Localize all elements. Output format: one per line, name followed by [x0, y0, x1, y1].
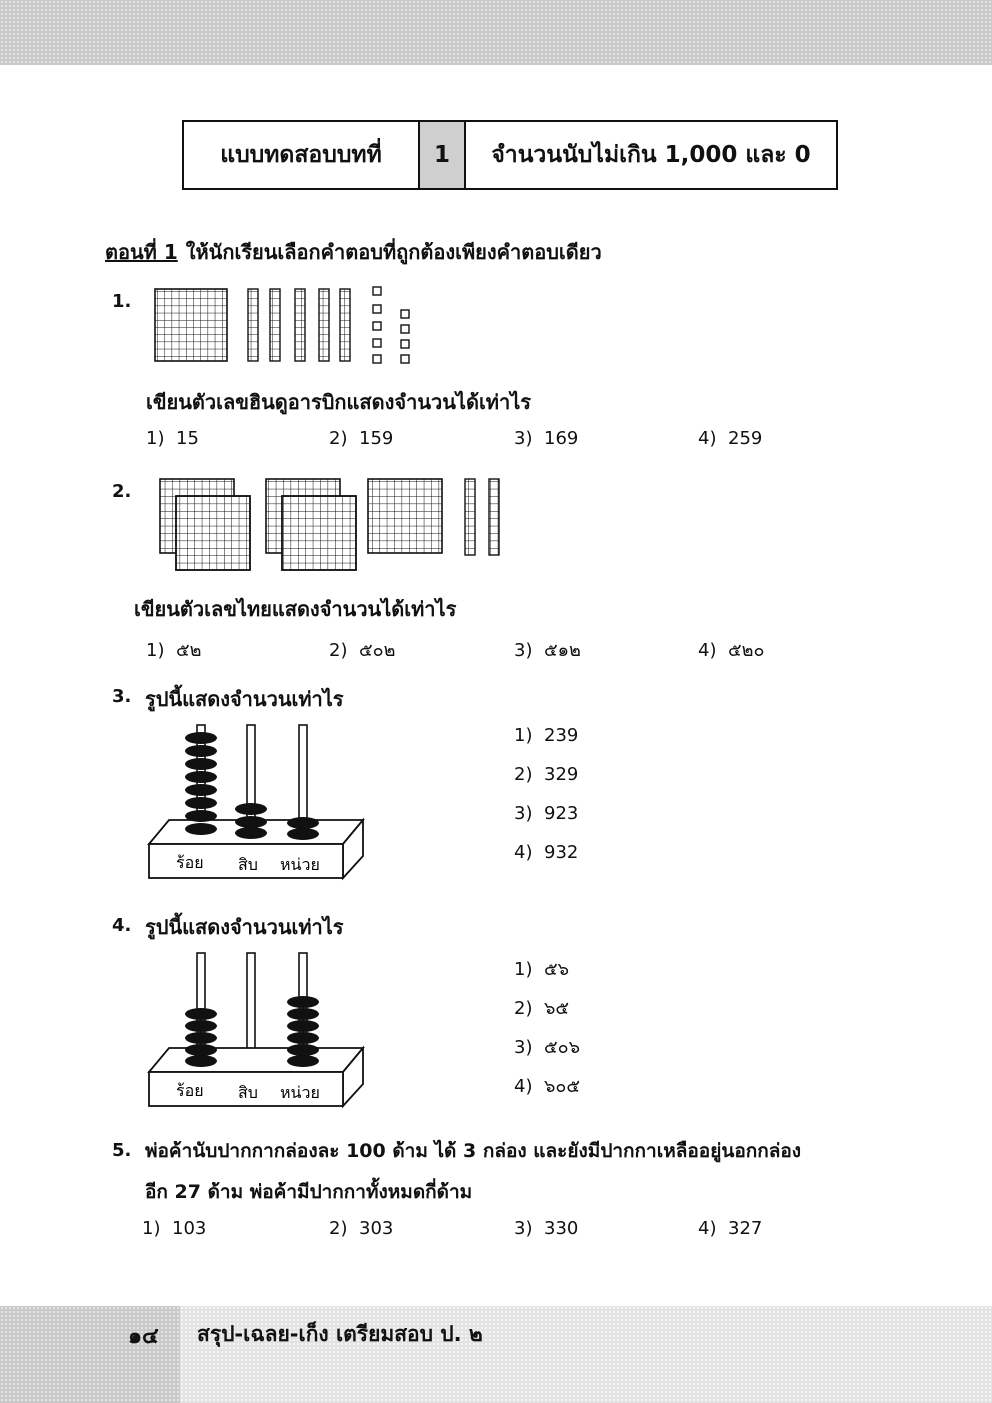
abacus-beads-hundreds [185, 1008, 217, 1067]
abacus-label-ones: หน่วย [280, 1083, 320, 1102]
base-ten-blocks-q2 [150, 474, 510, 574]
question-3-option-2[interactable]: 2) 329 [514, 764, 579, 785]
chapter-title-box [182, 120, 838, 190]
part-label: ตอนที่ 1 [105, 240, 178, 264]
page-number: ๑๔ [128, 1324, 159, 1349]
question-4-option-2[interactable]: 2) ๖๕ [514, 998, 570, 1019]
chapter-title: จำนวนนับไม่เกิน 1,000 และ 0 [491, 142, 811, 168]
question-3-option-3[interactable]: 3) 923 [514, 803, 579, 824]
test-label: แบบทดสอบบทที่ [184, 122, 420, 188]
chapter-number: 1 [420, 122, 466, 188]
question-5-option-4[interactable]: 4) 327 [698, 1218, 763, 1239]
hundred-square-icon [155, 289, 227, 361]
question-4-option-1[interactable]: 1) ๕๖ [514, 959, 570, 980]
ten-rods-icon [248, 289, 350, 361]
question-2-number: 2. [112, 481, 132, 502]
question-5-text-line-1: พ่อค้านับปากกากล่องละ 100 ด้าม ได้ 3 กล่อง และยังมีปากกาเหลืออยู่นอกกล่อง [145, 1140, 802, 1162]
question-5-number: 5. [112, 1140, 132, 1161]
abacus-label-hundreds: ร้อย [176, 1081, 204, 1100]
part-instruction-text: ให้นักเรียนเลือกคำตอบที่ถูกต้องเพียงคำตอบเดียว [185, 240, 602, 264]
question-3-option-4[interactable]: 4) 932 [514, 842, 579, 863]
question-1-text: เขียนตัวเลขฮินดูอารบิกแสดงจำนวนได้เท่าไร [146, 390, 532, 414]
question-4-text: รูปนี้แสดงจำนวนเท่าไร [145, 915, 344, 939]
abacus-beads-tens [235, 803, 267, 839]
question-1-option-3[interactable]: 3) 169 [514, 428, 579, 449]
question-5-option-2[interactable]: 2) 303 [329, 1218, 394, 1239]
question-3-text: รูปนี้แสดงจำนวนเท่าไร [145, 687, 344, 711]
question-2-option-3[interactable]: 3) ๕๑๒ [514, 640, 581, 661]
question-3-number: 3. [112, 686, 132, 707]
abacus-q3 [145, 720, 370, 885]
abacus-label-tens: สิบ [238, 855, 258, 874]
question-1-option-2[interactable]: 2) 159 [329, 428, 394, 449]
question-1-option-1[interactable]: 1) 15 [146, 428, 199, 449]
abacus-label-tens: สิบ [238, 1083, 258, 1102]
abacus-q4 [145, 948, 370, 1113]
part-instruction [105, 236, 602, 268]
question-3-option-1[interactable]: 1) 239 [514, 725, 579, 746]
question-5-option-3[interactable]: 3) 330 [514, 1218, 579, 1239]
ten-rods-icon [465, 479, 499, 555]
question-2-option-1[interactable]: 1) ๕๒ [146, 640, 202, 661]
hundred-squares-stack-icon [160, 479, 442, 570]
question-4-option-4[interactable]: 4) ๖๐๕ [514, 1076, 581, 1097]
question-2-text: เขียนตัวเลขไทยแสดงจำนวนได้เท่าไร [134, 597, 457, 621]
question-4-number: 4. [112, 915, 132, 936]
question-5-text-line-2: อีก 27 ด้าม พ่อค้ามีปากกาทั้งหมดกี่ด้าม [145, 1181, 473, 1203]
question-2-option-2[interactable]: 2) ๕๐๒ [329, 640, 396, 661]
book-title: สรุป-เฉลย-เก็ง เตรียมสอบ ป. ๒ [197, 1322, 483, 1346]
question-2-option-4[interactable]: 4) ๕๒๐ [698, 640, 765, 661]
unit-cubes-icon [373, 287, 409, 363]
question-4-option-3[interactable]: 3) ๕๐๖ [514, 1037, 581, 1058]
abacus-label-hundreds: ร้อย [176, 853, 204, 872]
question-1-option-4[interactable]: 4) 259 [698, 428, 763, 449]
question-1-number: 1. [112, 291, 132, 312]
base-ten-blocks-q1 [150, 284, 420, 368]
abacus-label-ones: หน่วย [280, 855, 320, 874]
top-decorative-band [0, 0, 992, 65]
question-5-option-1[interactable]: 1) 103 [142, 1218, 207, 1239]
